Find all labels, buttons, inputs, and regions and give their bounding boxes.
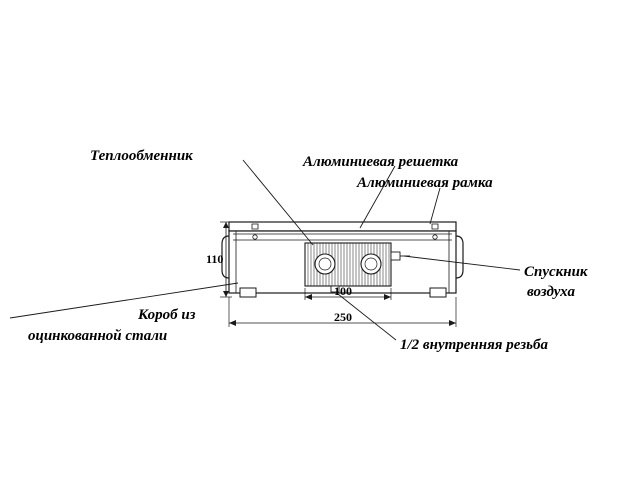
label-heat-exchanger: Теплообменник bbox=[90, 148, 193, 164]
leader-box bbox=[10, 283, 238, 318]
label-internal-thread: 1/2 внутренняя резьба bbox=[400, 337, 548, 353]
mount-foot-left bbox=[240, 288, 256, 297]
dim-arrow-height-top bbox=[223, 222, 229, 228]
label-air-vent-line1: Спускник bbox=[524, 264, 588, 280]
dimension-width-100: 100 bbox=[334, 284, 352, 298]
pipe-right bbox=[361, 254, 381, 274]
dimension-width-250: 250 bbox=[334, 310, 352, 324]
pipe-left bbox=[315, 254, 335, 274]
right-end-cap bbox=[456, 236, 463, 278]
dim-arrow-100-left bbox=[305, 294, 312, 300]
label-galvanized-box-line2: оцинкованной стали bbox=[28, 328, 168, 344]
label-aluminium-grille: Алюминиевая решетка bbox=[303, 154, 459, 170]
label-aluminium-frame: Алюминиевая рамка bbox=[357, 175, 493, 191]
air-vent-nipple bbox=[391, 252, 400, 260]
top-flange bbox=[229, 222, 456, 231]
dim-arrow-250-left bbox=[229, 320, 236, 326]
dimension-height-110: 110 bbox=[206, 252, 224, 266]
dim-arrow-250-right bbox=[449, 320, 456, 326]
mount-foot-right bbox=[430, 288, 446, 297]
label-galvanized-box-line1: Короб из bbox=[138, 307, 196, 323]
dim-arrow-height-bottom bbox=[223, 291, 229, 297]
leader-frame bbox=[430, 188, 440, 224]
label-air-vent-line2: воздуха bbox=[527, 284, 575, 300]
dim-arrow-100-right bbox=[384, 294, 391, 300]
